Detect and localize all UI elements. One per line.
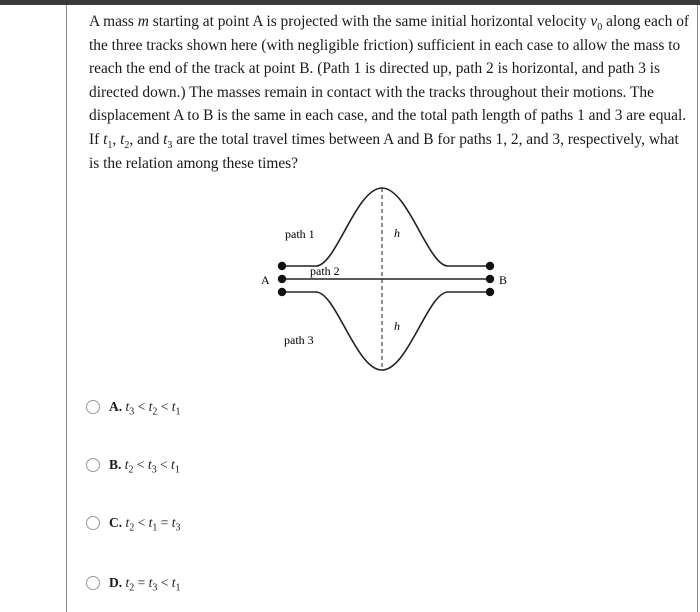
track-diagram — [252, 182, 520, 378]
label-h-top: h — [394, 226, 400, 240]
label-path-1: path 1 — [285, 227, 315, 241]
end-dot-bottom — [486, 288, 494, 296]
end-dot-top — [486, 262, 494, 270]
radio-option-d[interactable] — [86, 576, 100, 590]
label-b: B — [499, 273, 508, 287]
right-border — [697, 5, 698, 612]
option-b-label: B. $t_2 < t_3 < t_1$ — [109, 457, 180, 476]
option-c-label: C. $t_2 < t_1 = t_3$ — [109, 515, 181, 534]
question-text: A mass m starting at point A is projected with the same initial horizontal velocity $v_0$ along each of the three tracks shown here (with negligible friction) sufficient in each case to allow the mass to reach the end of the track at point B. (Path 1 is directed up, path 2 is horizontal, and path 3 is directed down.) The masses remain in contact with the tracks throughout their motions. The displacement A to B is the same in each case, and the total path length of paths 1 and 3 are equal. If $t_1$, $t_2$, and $t_3$ are the total travel times between A and B for paths 1, 2, and 3, respectively, what is the relation among these times? — [89, 13, 690, 172]
radio-option-a[interactable] — [86, 400, 100, 414]
start-dot-bottom — [278, 288, 286, 296]
option-a[interactable] — [86, 396, 181, 418]
radio-option-b[interactable] — [86, 458, 100, 472]
option-b[interactable] — [86, 454, 180, 476]
start-dot-top — [278, 262, 286, 270]
start-dot-mid — [278, 275, 286, 283]
option-a-label: A. $t_3 < t_2 < t_1$ — [109, 399, 181, 418]
option-c[interactable] — [86, 512, 181, 534]
left-border — [66, 5, 67, 612]
end-dot-mid — [486, 275, 494, 283]
path-3-track — [282, 292, 490, 370]
label-path-3: path 3 — [284, 333, 314, 347]
label-a: A — [261, 273, 270, 287]
label-h-bottom: h — [394, 319, 400, 333]
option-d[interactable] — [86, 572, 181, 594]
radio-option-c[interactable] — [86, 516, 100, 530]
label-path-2: path 2 — [310, 264, 340, 278]
top-bar — [0, 0, 700, 5]
option-d-label: D. $t_2 = t_3 < t_1$ — [109, 575, 181, 594]
